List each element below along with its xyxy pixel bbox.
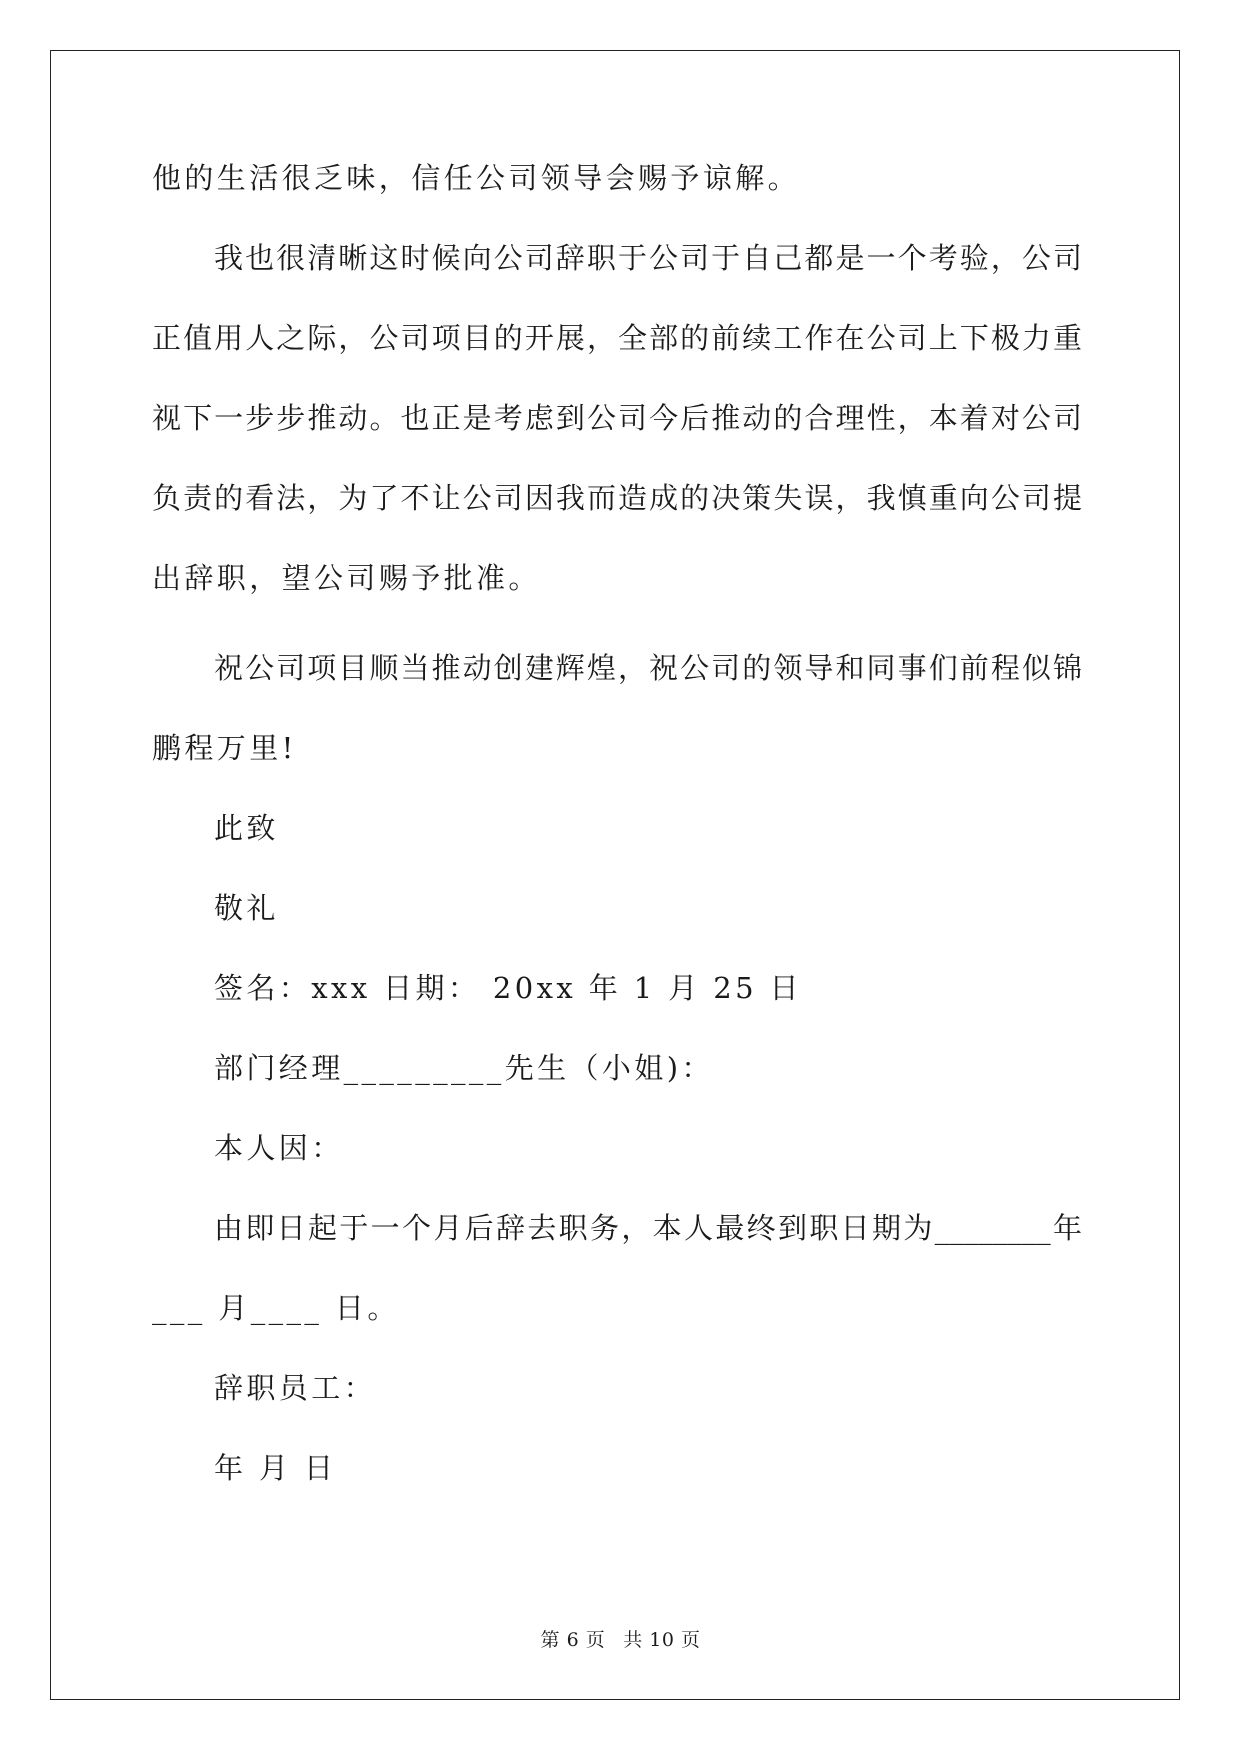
text-line-16: 辞职员工： [214, 1371, 377, 1405]
text-line-4: 视下一步步推动。也正是考虑到公司今后推动的合理性，本着对公司 [152, 401, 1082, 435]
text-line-6: 出辞职，望公司赐予批准。 [152, 561, 541, 595]
text-line-9: 此致 [214, 811, 279, 845]
text-line-1: 他的生活很乏味，信任公司领导会赐予谅解。 [152, 161, 801, 195]
text-line-13: 本人因： [214, 1131, 344, 1165]
text-line-3: 正值用人之际，公司项目的开展，全部的前续工作在公司上下极力重 [152, 321, 1082, 355]
page-number-total: 共 10 页 [623, 1629, 701, 1651]
text-line-14: 由即日起于一个月后辞去职务，本人最终到职日期为________年 [214, 1211, 1082, 1245]
signature-date-line: 签名：xxx 日期： 20xx 年 1 月 25 日 [214, 971, 802, 1005]
text-line-5: 负责的看法，为了不让公司因我而造成的决策失误，我慎重向公司提 [152, 481, 1082, 515]
page-number-current: 第 6 页 [540, 1629, 606, 1651]
text-line-8: 鹏程万里! [152, 731, 297, 765]
text-line-7: 祝公司项目顺当推动创建辉煌，祝公司的领导和同事们前程似锦 [214, 651, 1082, 685]
text-line-17: 年 月 日 [214, 1451, 337, 1485]
text-line-10: 敬礼 [214, 891, 279, 925]
text-line-15: ___ 月____ 日。 [152, 1291, 400, 1325]
text-line-2: 我也很清晰这时候向公司辞职于公司于自己都是一个考验，公司 [214, 241, 1082, 275]
text-line-12: 部门经理_________先生（小姐)： [214, 1051, 714, 1085]
page-footer [0, 1628, 1241, 1652]
